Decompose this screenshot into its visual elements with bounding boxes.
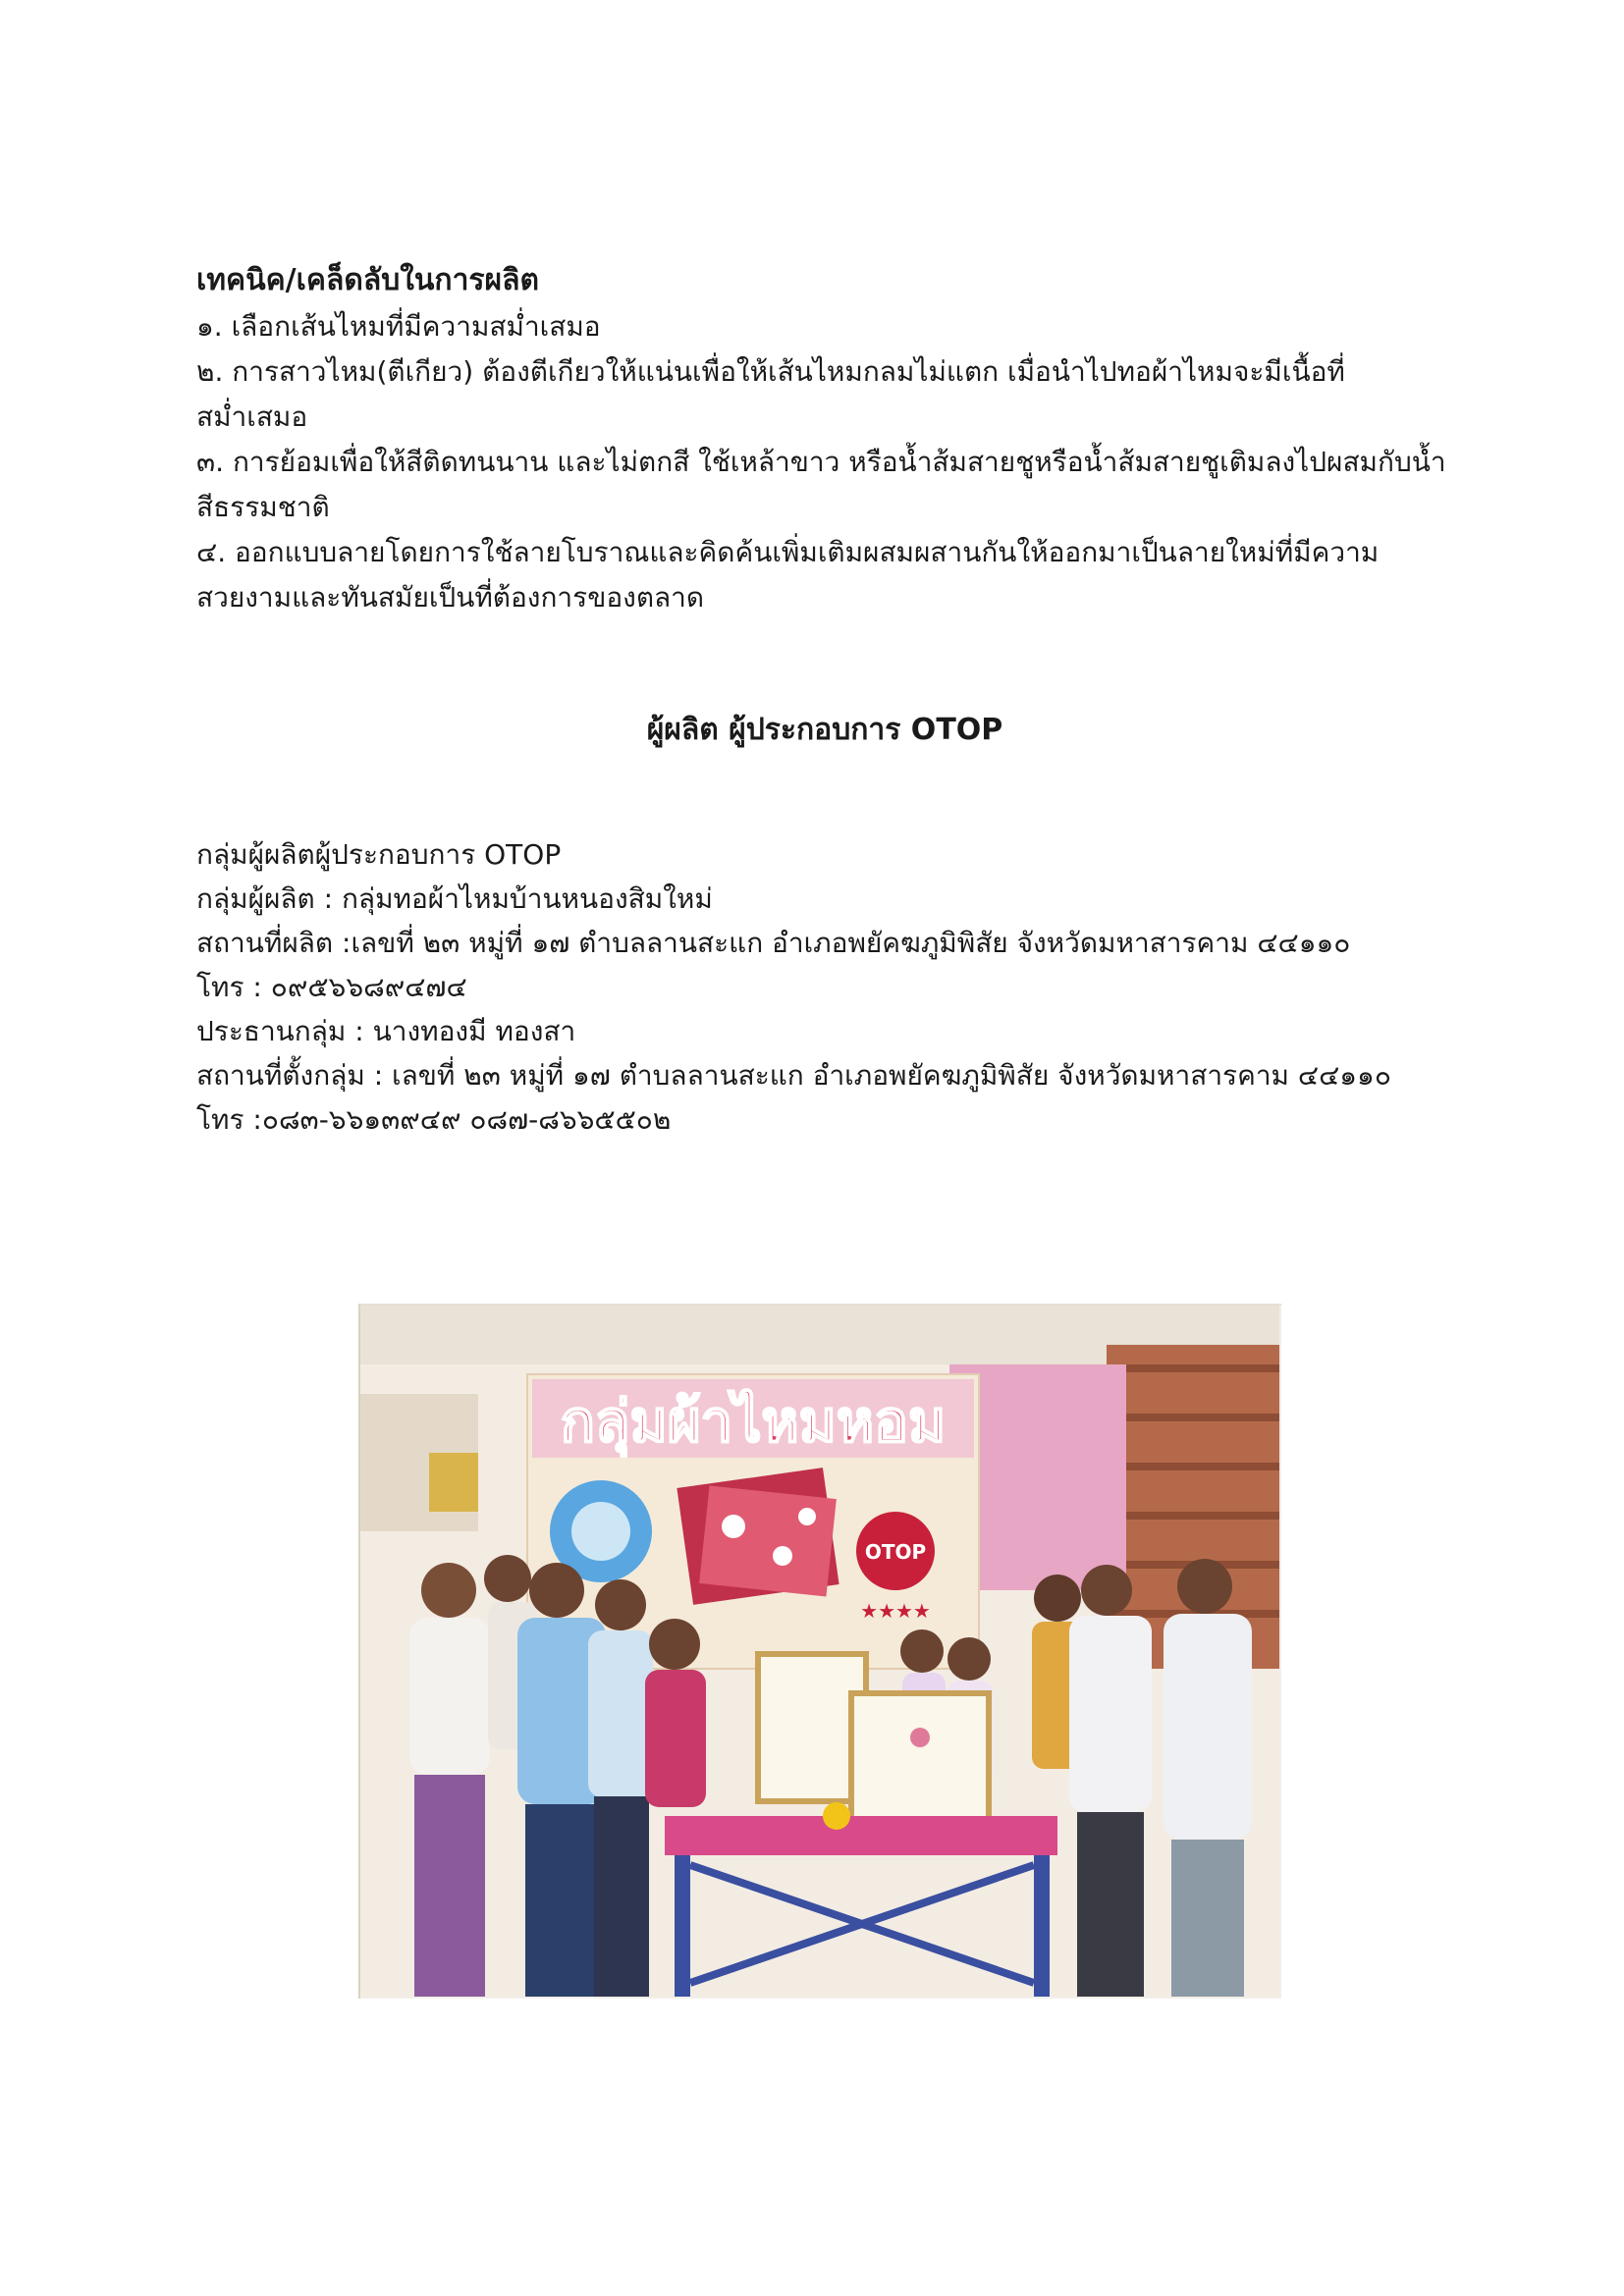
technique-item-4: ๔. ออกแบบลายโดยการใช้ลายโบราณและคิดค้นเพิ่มเติมผสมผสานกันให้ออกมาเป็นลายใหม่ที่มีความสวยงามและทันสมัยเป็นที่ต้องการของตลาด [196,536,1380,614]
production-address: สถานที่ผลิต :เลขที่ ๒๓ หมู่ที่ ๑๗ ตำบลลานสะแก อำเภอพยัคฆภูมิพิสัย จังหวัดมหาสารคาม ๔๔๑๑๐ [196,927,1351,959]
person-1 [409,1563,490,1997]
producer-group-type: กลุ่มผู้ผลิตผู้ประกอบการ OTOP [196,838,562,871]
techniques-heading: เทคนิค/เคล็ดลับในการผลิต [196,263,539,297]
group-address: สถานที่ตั้งกลุ่ม : เลขที่ ๒๓ หมู่ที่ ๑๗ ตำบลลานสะแก อำเภอพยัคฆภูมิพิสัย จังหวัดมหาสารคาม ๔๔๑๑๐ [196,1059,1391,1092]
person-5 [645,1619,706,1807]
techniques-section [196,257,1453,620]
technique-item-1: ๑. เลือกเส้นไหมที่มีความสม่ำเสมอ [196,310,601,343]
otop-badge-text: OTOP [864,1540,927,1564]
phone-primary: โทร : ๐๙๕๖๖๘๙๔๗๔ [196,971,467,1003]
person-4 [588,1579,653,1997]
photo-flower [823,1802,850,1830]
photo-table-cloth [665,1816,1057,1855]
banner-title: กลุ่มผ้าไหมหอม [560,1388,947,1455]
phone-secondary: โทร :๐๘๓-๖๖๑๓๙๔๙ ๐๘๗-๘๖๖๕๕๐๒ [196,1103,672,1136]
person-9 [1069,1565,1152,1997]
producer-section [196,707,1453,1142]
technique-item-3: ๓. การย้อมเพื่อให้สีติดทนนาน และไม่ตกสี ใช้เหล้าขาว หรือน้ำส้มสายชูหรือน้ำส้มสายชูเติมลงไปผสมกับน้ำสีธรรมชาติ [196,446,1446,523]
group-photo-illustration [360,1306,1279,1997]
group-chairperson: ประธานกลุ่ม : นางทองมี ทองสา [196,1015,576,1047]
photo-left-object [429,1453,478,1512]
otop-stars: ★★★★ [860,1599,931,1623]
group-photo [358,1304,1281,1999]
producer-group-name: กลุ่มผู้ผลิต : กลุ่มทอผ้าไหมบ้านหนองสิมใหม่ [196,882,713,915]
technique-item-2: ๒. การสาวไหม(ตีเกียว) ต้องตีเกียวให้แน่นเพื่อให้เส้นไหมกลมไม่แตก เมื่อนำไปทอผ้าไหมจะมีเนื้อที่สม่ำเสมอ [196,355,1345,433]
producer-heading: ผู้ผลิต ผู้ประกอบการ OTOP [646,713,1003,747]
person-10 [1164,1559,1252,1997]
